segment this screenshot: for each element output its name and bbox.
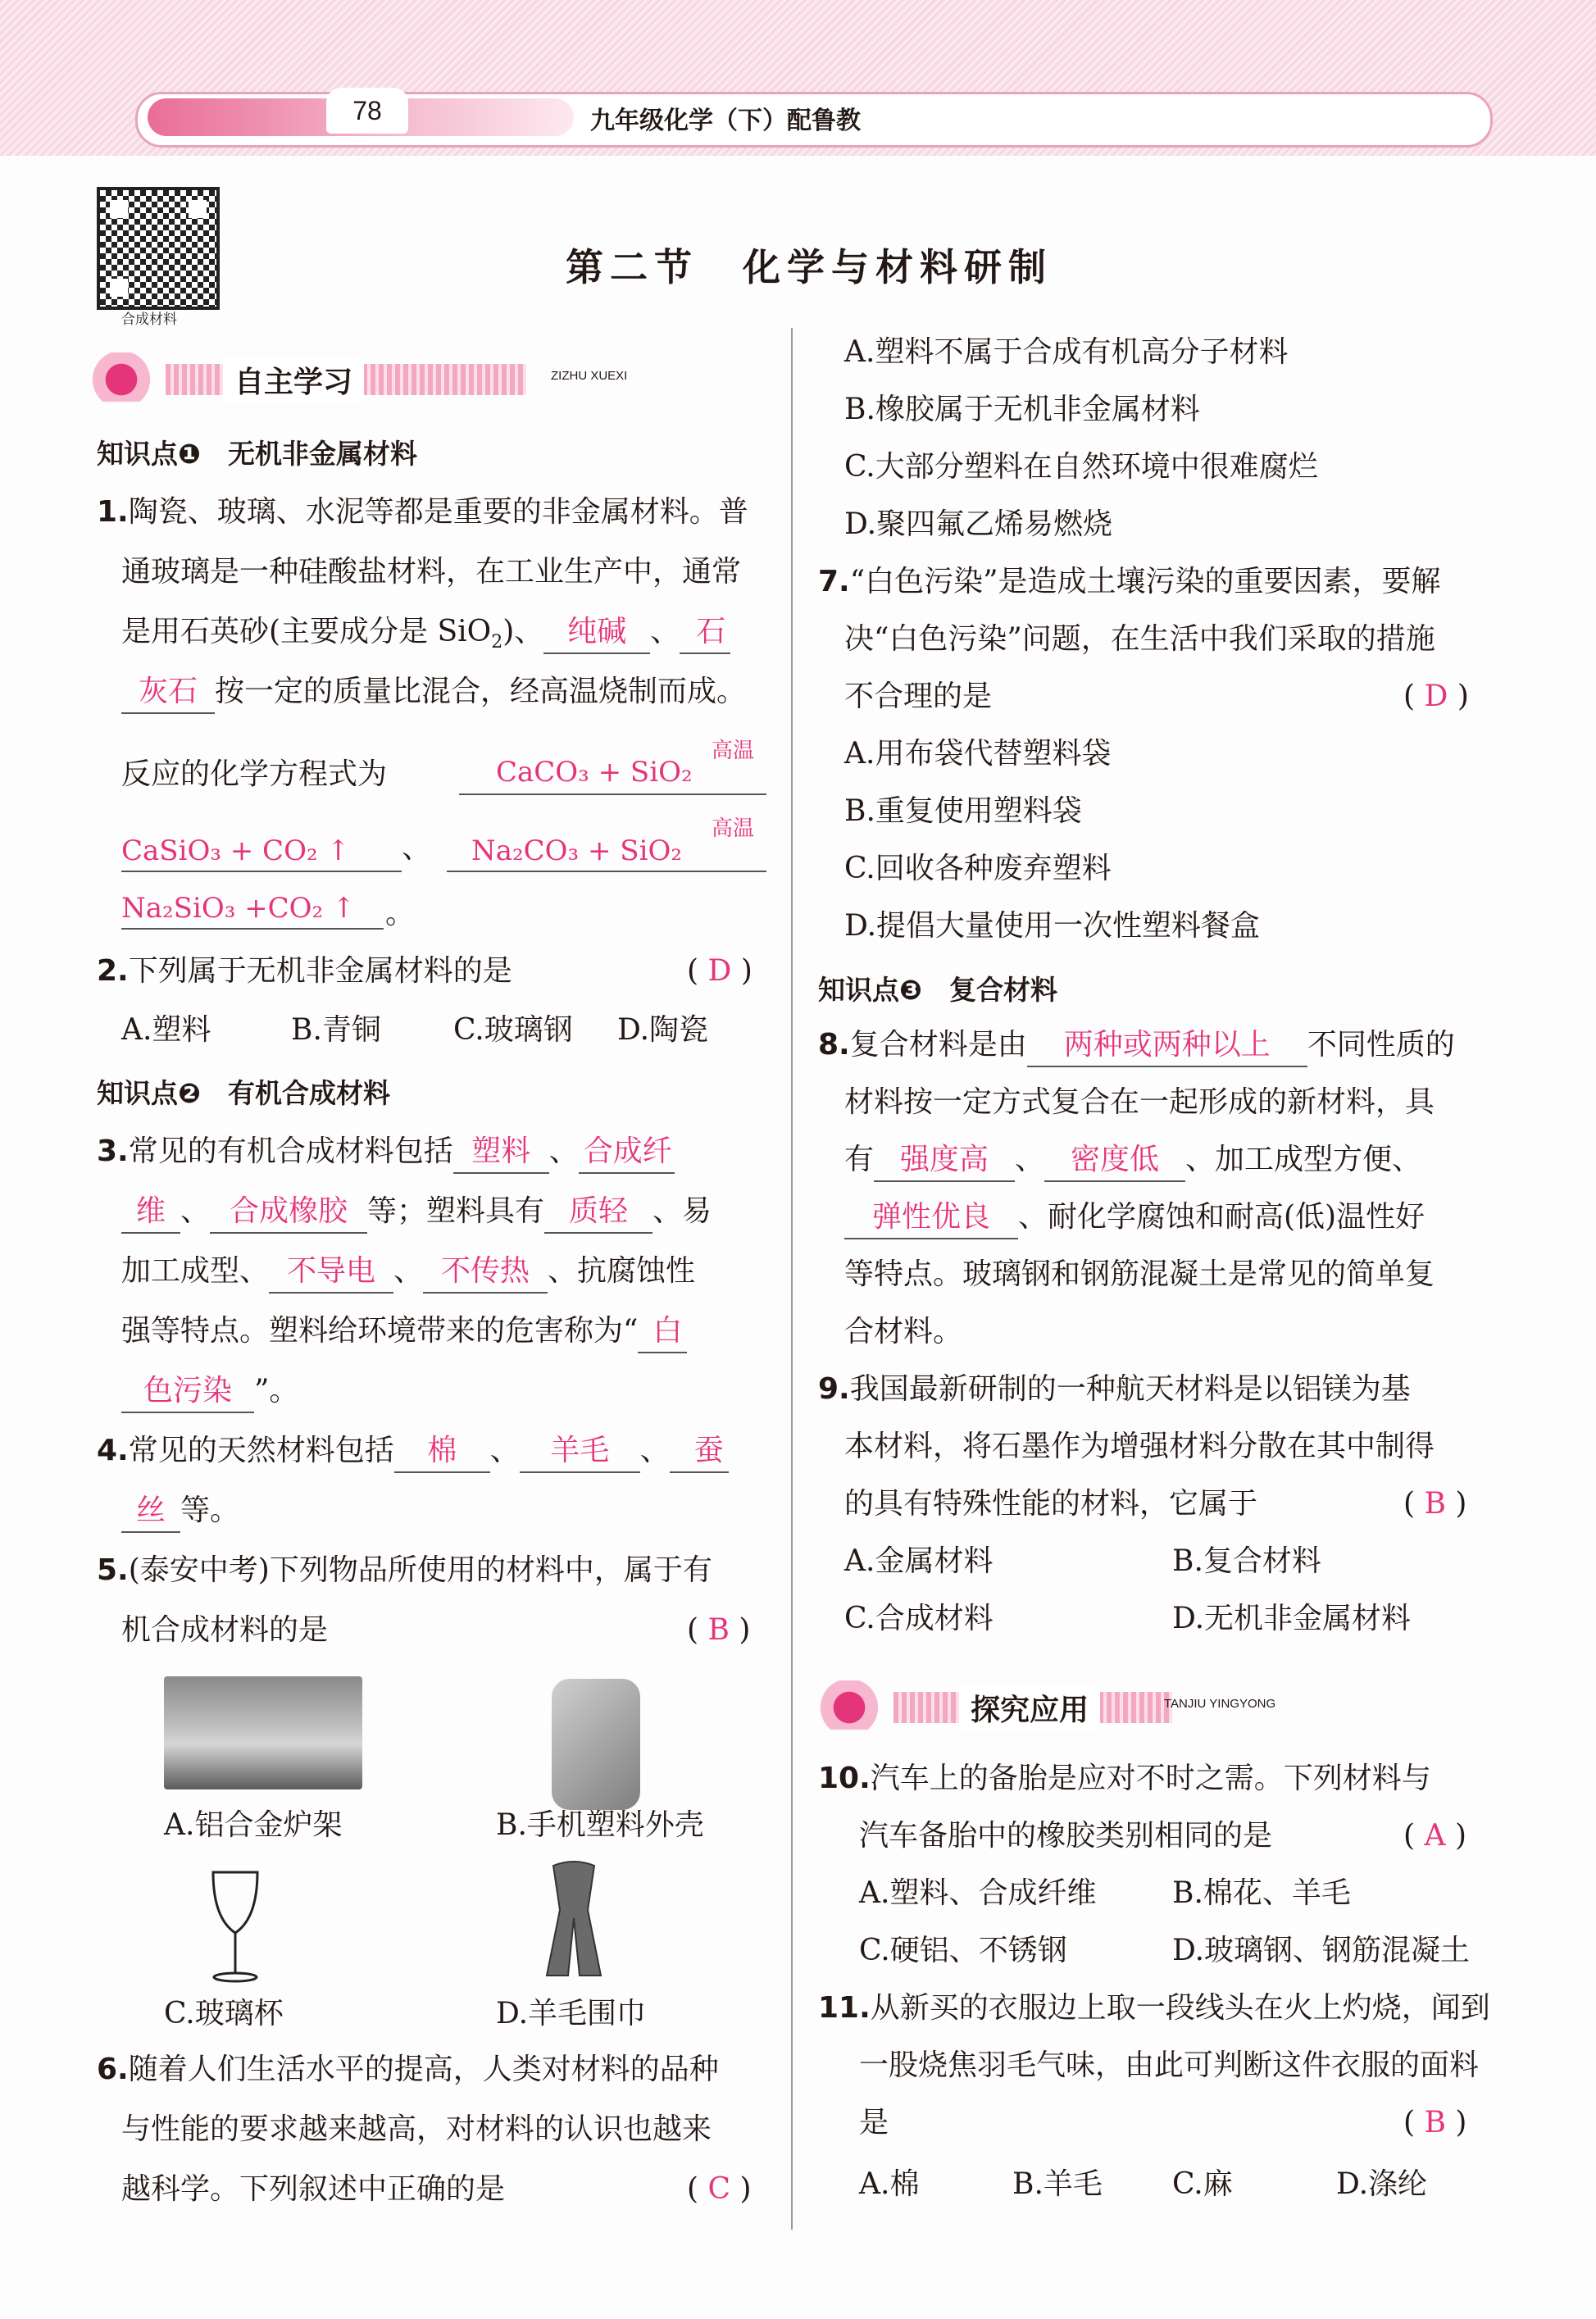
q9-line1: 9.我国最新研制的一种航天材料是以铝镁为基 xyxy=(818,1372,1411,1406)
q6-line3: 越科学。下列叙述中正确的是 xyxy=(121,2172,506,2206)
q6-option-a: A.塑料不属于合成有机高分子材料 xyxy=(844,335,1289,369)
q1-answer-2b: 灰石 xyxy=(121,671,215,714)
q7-option-b: B.重复使用塑料袋 xyxy=(844,794,1082,828)
q11-line2: 一股烧焦羽毛气味，由此可判断这件衣服的面料 xyxy=(859,2048,1480,2082)
banner-pinyin: ZIZHU XUEXI xyxy=(551,369,628,383)
q7-answer: ( D ) xyxy=(1403,680,1469,713)
q7-line1: 7.“白色污染”是造成土壤污染的重要因素，要解 xyxy=(818,565,1441,598)
q4-line2: 丝 等。 xyxy=(121,1490,239,1533)
q1-line5: 反应的化学方程式为 xyxy=(121,757,388,791)
q2-answer: ( D ) xyxy=(687,954,753,988)
q5-line2: 机合成材料的是 xyxy=(121,1613,329,1647)
q6-option-d: D.聚四氟乙烯易燃烧 xyxy=(844,507,1113,541)
q7-option-a: A.用布袋代替塑料袋 xyxy=(844,737,1112,771)
q7-option-c: C.回收各种废弃塑料 xyxy=(844,852,1112,885)
condition-label-2: 高温 xyxy=(712,816,755,841)
knowledge-point-2: 知识点❷ 有机合成材料 xyxy=(97,1077,390,1109)
q3-line3: 加工成型、 不导电 、 不传热 、抗腐蚀性 xyxy=(121,1251,695,1294)
glass-cup-image xyxy=(207,1869,264,1984)
q3-line5: 色污染 ”。 xyxy=(121,1371,298,1413)
q6-line2: 与性能的要求越来越高，对材料的认识也越来 xyxy=(121,2112,712,2146)
q4-line1: 4.常见的天然材料包括 棉 、 羊毛 、 蚕 xyxy=(97,1430,729,1473)
q11-line3: 是 xyxy=(859,2106,889,2139)
q1-line4: 灰石 按一定的质量比混合，经高温烧制而成。 xyxy=(121,671,746,714)
equation-1-products: CaSiO₃ + CO₂ ↑ xyxy=(121,834,350,867)
q8-line5: 等特点。玻璃钢和钢筋混凝土是常见的简单复 xyxy=(844,1257,1435,1291)
q2-option-b: B.青铜 xyxy=(291,1013,381,1047)
pen-icon xyxy=(92,352,166,402)
q9-option-a: A.金属材料 xyxy=(844,1544,994,1578)
q10-option-a: A.塑料、合成纤维 xyxy=(859,1876,1097,1910)
q11-answer: ( B ) xyxy=(1403,2106,1467,2139)
equation-2-reactants: Na₂CO₃ + SiO₂ xyxy=(471,834,682,867)
q7-line2: 决“白色污染”问题，在生活中我们采取的措施 xyxy=(844,622,1435,656)
q2-stem: 2.下列属于无机非金属材料的是 xyxy=(97,954,512,988)
knowledge-point-3: 知识点❸ 复合材料 xyxy=(818,974,1057,1006)
banner-pinyin: TANJIU YINGYONG xyxy=(1164,1697,1276,1711)
q8-line1: 8.复合材料是由 两种或两种以上 不同性质的 xyxy=(818,1025,1455,1067)
equation-2-products: Na₂SiO₃ +CO₂ ↑ xyxy=(121,892,356,925)
q11-option-b: B.羊毛 xyxy=(1012,2167,1103,2201)
column-divider xyxy=(791,328,793,2230)
q5-caption-d: D.羊毛围巾 xyxy=(496,1997,647,2030)
q9-line3: 的具有特殊性能的材料，它属于 xyxy=(844,1487,1258,1521)
q9-option-c: C.合成材料 xyxy=(844,1602,994,1635)
equation-1-reactants: CaCO₃ + SiO₂ xyxy=(496,756,693,789)
q5-caption-c: C.玻璃杯 xyxy=(164,1997,284,2030)
qr-code[interactable] xyxy=(97,187,220,310)
knowledge-point-1: 知识点❶ 无机非金属材料 xyxy=(97,438,417,470)
q6-answer: ( C ) xyxy=(687,2172,752,2206)
q11-line1: 11.从新买的衣服边上取一段线头在火上灼烧，闻到 xyxy=(818,1991,1490,2025)
q10-line2: 汽车备胎中的橡胶类别相同的是 xyxy=(859,1819,1273,1853)
q8-line4: 弹性优良 、耐化学腐蚀和耐高(低)温性好 xyxy=(844,1197,1425,1239)
q5-caption-a: A.铝合金炉架 xyxy=(164,1808,343,1842)
banner-self-study xyxy=(92,352,649,402)
book-title: 九年级化学（下）配鲁教 xyxy=(590,107,861,135)
banner-exploration xyxy=(820,1680,1377,1730)
q1-line3: 是用石英砂(主要成分是 SiO$_2$)、 纯碱 、 石 xyxy=(121,612,730,663)
q5-line1: 5.(泰安中考)下列物品所使用的材料中，属于有 xyxy=(97,1553,712,1587)
q1-line1: 1.陶瓷、玻璃、水泥等都是重要的非金属材料。普 xyxy=(97,495,748,529)
q8-line6: 合材料。 xyxy=(844,1315,963,1348)
q10-option-c: C.硬铝、不锈钢 xyxy=(859,1934,1067,1967)
q2-option-d: D.陶瓷 xyxy=(617,1013,709,1047)
q2-option-a: A.塑料 xyxy=(121,1013,211,1047)
q1-line2: 通玻璃是一种硅酸盐材料，在工业生产中，通常 xyxy=(121,555,742,589)
banner-title: 自主学习 xyxy=(223,357,364,402)
q1-answer-1: 纯碱 xyxy=(543,612,650,654)
q5-caption-b: B.手机塑料外壳 xyxy=(496,1808,704,1842)
q3-line2: 维 、 合成橡胶 等；塑料具有 质轻 、易 xyxy=(121,1191,712,1234)
stove-rack-image xyxy=(164,1676,362,1789)
page-number: 78 xyxy=(326,88,408,134)
banner-title: 探究应用 xyxy=(959,1685,1100,1730)
q3-line1: 3.常见的有机合成材料包括 塑料 、 合成纤 xyxy=(97,1131,675,1174)
q11-option-a: A.棉 xyxy=(859,2167,920,2201)
q10-line1: 10.汽车上的备胎是应对不时之需。下列材料与 xyxy=(818,1762,1431,1795)
q10-answer: ( A ) xyxy=(1403,1819,1466,1853)
condition-label-1: 高温 xyxy=(712,739,755,763)
q11-option-c: C.麻 xyxy=(1172,2167,1233,2201)
q3-line4: 强等特点。塑料给环境带来的危害称为“ 白 xyxy=(121,1311,687,1353)
q9-option-b: B.复合材料 xyxy=(1172,1544,1321,1578)
q5-answer: ( B ) xyxy=(687,1613,751,1647)
q8-line2: 材料按一定方式复合在一起形成的新材料，具 xyxy=(844,1085,1435,1119)
qr-caption: 合成材料 xyxy=(121,311,177,328)
q6-option-c: C.大部分塑料在自然环境中很难腐烂 xyxy=(844,450,1318,484)
q6-line1: 6.随着人们生活水平的提高，人类对材料的品种 xyxy=(97,2053,719,2086)
section-title: 第二节 化学与材料研制 xyxy=(566,245,1053,289)
phone-case-image xyxy=(552,1679,640,1810)
q7-option-d: D.提倡大量使用一次性塑料餐盒 xyxy=(844,909,1261,943)
q11-option-d: D.涤纶 xyxy=(1336,2167,1428,2201)
wool-scarf-image xyxy=(537,1861,611,1984)
q8-line3: 有 强度高 、 密度低 、加工成型方便、 xyxy=(844,1139,1421,1182)
q1-answer-2a: 石 xyxy=(680,612,730,654)
q2-option-c: C.玻璃钢 xyxy=(453,1013,573,1047)
q9-line2: 本材料，将石墨作为增强材料分散在其中制得 xyxy=(844,1430,1435,1463)
q9-option-d: D.无机非金属材料 xyxy=(1172,1602,1412,1635)
q10-option-d: D.玻璃钢、钢筋混凝土 xyxy=(1172,1934,1471,1967)
q7-line3: 不合理的是 xyxy=(844,680,993,713)
q10-option-b: B.棉花、羊毛 xyxy=(1172,1876,1351,1910)
q9-answer: ( B ) xyxy=(1403,1487,1467,1521)
computer-icon xyxy=(820,1680,893,1730)
q6-option-b: B.橡胶属于无机非金属材料 xyxy=(844,393,1200,426)
